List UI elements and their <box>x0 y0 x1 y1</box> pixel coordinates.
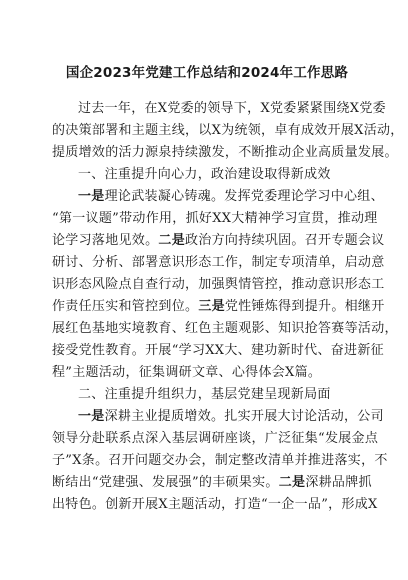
text-segment: 作责任压实和管控到位。 <box>52 299 199 314</box>
text-segment: 深耕主业提质增效。扎实开展大讨论活动，公司 <box>104 409 384 424</box>
text-segment: “第一议题”带动作用，抓好XX大精神学习宣贯，推动理 <box>52 211 378 226</box>
text-segment: 断结出“党建强、发展强”的丰硕果实。 <box>52 475 279 490</box>
bold-keyword: 二是 <box>278 475 306 490</box>
document-title: 国企2023年党建工作总结和2024年工作思路 <box>65 65 349 81</box>
text-line <box>52 120 404 142</box>
text-segment: 出特色。创新开展X主题活动，打造“一企一品”，形成X <box>52 497 378 512</box>
text-line <box>52 98 386 120</box>
text-line <box>52 274 385 296</box>
text-segment: 过去一年，在X党委的领导下，X党委紧紧围绕X党委 <box>78 101 386 116</box>
text-line <box>52 494 378 516</box>
text-line <box>52 450 388 472</box>
text-segment: 提质增效的活力源泉持续激发，不断推动企业高质量发展。 <box>52 145 398 160</box>
text-line <box>52 142 398 164</box>
document-body <box>52 98 404 516</box>
bold-keyword: 二是 <box>158 233 186 248</box>
text-segment: 接受党性教育。开展“学习XX大、建功新时代、奋进新征 <box>52 343 384 358</box>
text-line <box>52 406 384 428</box>
text-segment: 展红色基地实境教育、红色主题观影、知识抢答赛等活动， <box>52 321 398 336</box>
text-segment: 党性锤炼得到提升。相继开 <box>224 299 385 314</box>
text-line <box>52 384 362 406</box>
text-segment: 程”主题活动，征集调研文章、心得体会X篇。 <box>52 365 322 380</box>
bold-keyword: 一是 <box>78 409 105 424</box>
text-line <box>52 296 385 318</box>
text-line <box>52 428 379 450</box>
text-segment: 一、注重提升向心力，政治建设取得新成效 <box>78 167 331 182</box>
text-segment: 深耕品牌抓 <box>305 475 372 490</box>
text-line <box>52 318 398 340</box>
text-line <box>52 186 384 208</box>
text-line <box>52 472 372 494</box>
text-line <box>52 208 378 230</box>
bold-keyword: 三是 <box>198 299 225 314</box>
text-line <box>52 164 362 186</box>
text-line <box>52 252 385 274</box>
text-segment: 领导分赴联系点深入基层调研座谈，广泛征集“发展金点 <box>52 431 379 446</box>
text-segment: 论学习落地见效。 <box>52 233 159 248</box>
text-segment: 的决策部署和主题主线，以X为统领，卓有成效开展X活动， <box>52 123 404 138</box>
text-line <box>52 362 362 384</box>
text-segment: 子”X条。召开问题交办会，制定整改清单并推进落实，不 <box>52 453 388 468</box>
text-line <box>52 230 385 252</box>
text-segment: 研讨、分析、部署意识形态工作，制定专项清单，启动意 <box>52 255 385 270</box>
text-segment: 政治方向持续巩固。召开专题会议 <box>185 233 385 248</box>
bold-keyword: 一是 <box>78 189 105 204</box>
text-segment: 理论武装凝心铸魂。发挥党委理论学习中心组、 <box>104 189 384 204</box>
text-segment: 识形态风险点自查行动，加强舆情管控，推动意识形态工 <box>52 277 385 292</box>
text-segment: 二、注重提升组织力，基层党建呈现新局面 <box>78 387 331 402</box>
text-line <box>52 340 384 362</box>
